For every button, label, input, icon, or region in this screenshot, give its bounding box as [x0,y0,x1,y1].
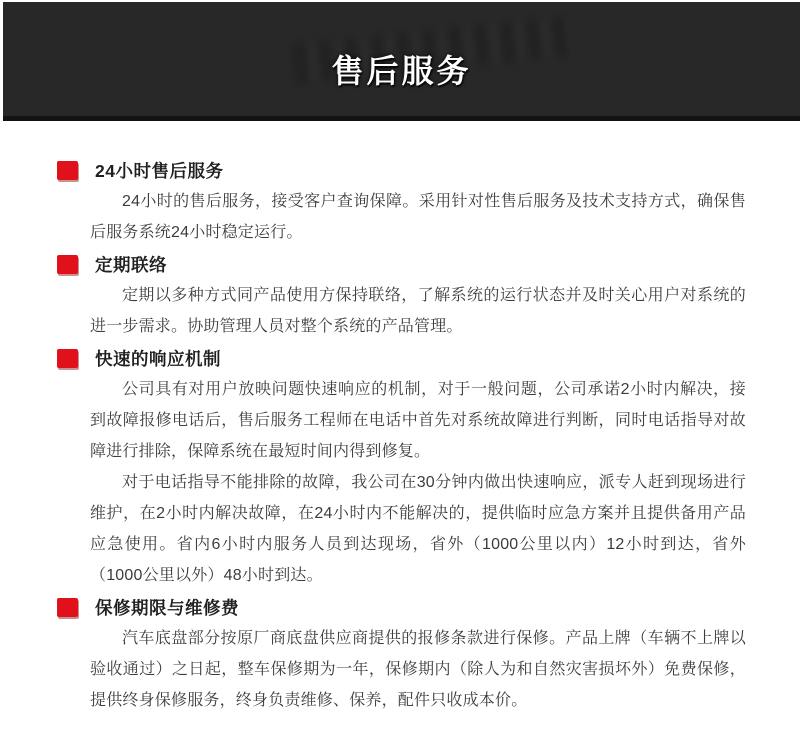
section-heading-row [57,595,800,619]
page-title: 售后服务 [331,53,472,89]
section-rapid-response [0,346,800,591]
red-square-bullet-icon [57,349,78,368]
section-title: 保修期限与维修费 [95,597,239,618]
section-heading-row [57,252,800,276]
section-title: 快速的响应机制 [95,348,221,369]
section-body [90,280,746,342]
red-square-bullet-icon [57,598,78,617]
paragraph: 公司具有对用户放映问题快速响应的机制，对于一般问题，公司承诺2小时内解决，接到故障报修电话后，售后服务工程师在电话中首先对系统故障进行判断，同时电话指导对故障进行排除，保障系统在最短时间内得到修复。 [90,381,746,460]
content-area [0,121,800,716]
red-square-bullet-icon [57,161,78,180]
section-body [90,623,746,716]
section-heading-row [57,158,800,182]
paragraph: 24小时的售后服务，接受客户查询保障。采用针对性售后服务及技术支持方式，确保售后服务系统24小时稳定运行。 [90,193,746,241]
section-body [90,374,746,591]
section-regular-contact [0,252,800,342]
paragraph: 对于电话指导不能排除的故障，我公司在30分钟内做出快速响应，派专人赶到现场进行维护，在2小时内解决故障，在24小时内不能解决的，提供临时应急方案并且提供备用产品应急使用。省内6小时内服务人员到达现场，省外（1000公里以内）12小时到达，省外（1000公里以外）48小时到达。 [90,474,746,584]
section-title: 24小时售后服务 [95,160,224,181]
section-warranty [0,595,800,716]
section-title: 定期联络 [95,254,167,275]
red-square-bullet-icon [57,255,78,274]
section-body [90,186,746,248]
paragraph: 定期以多种方式同产品使用方保持联络，了解系统的运行状态并及时关心用户对系统的进一步需求。协助管理人员对整个系统的产品管理。 [90,287,746,335]
header-banner [3,2,800,121]
paragraph: 汽车底盘部分按原厂商底盘供应商提供的报修条款进行保修。产品上牌（车辆不上牌以验收通过）之日起，整车保修期为一年，保修期内（除人为和自然灾害损坏外）免费保修，提供终身保修服务，终身负责维修、保养，配件只收成本价。 [90,630,746,709]
section-24h-service [0,158,800,248]
section-heading-row [57,346,800,370]
